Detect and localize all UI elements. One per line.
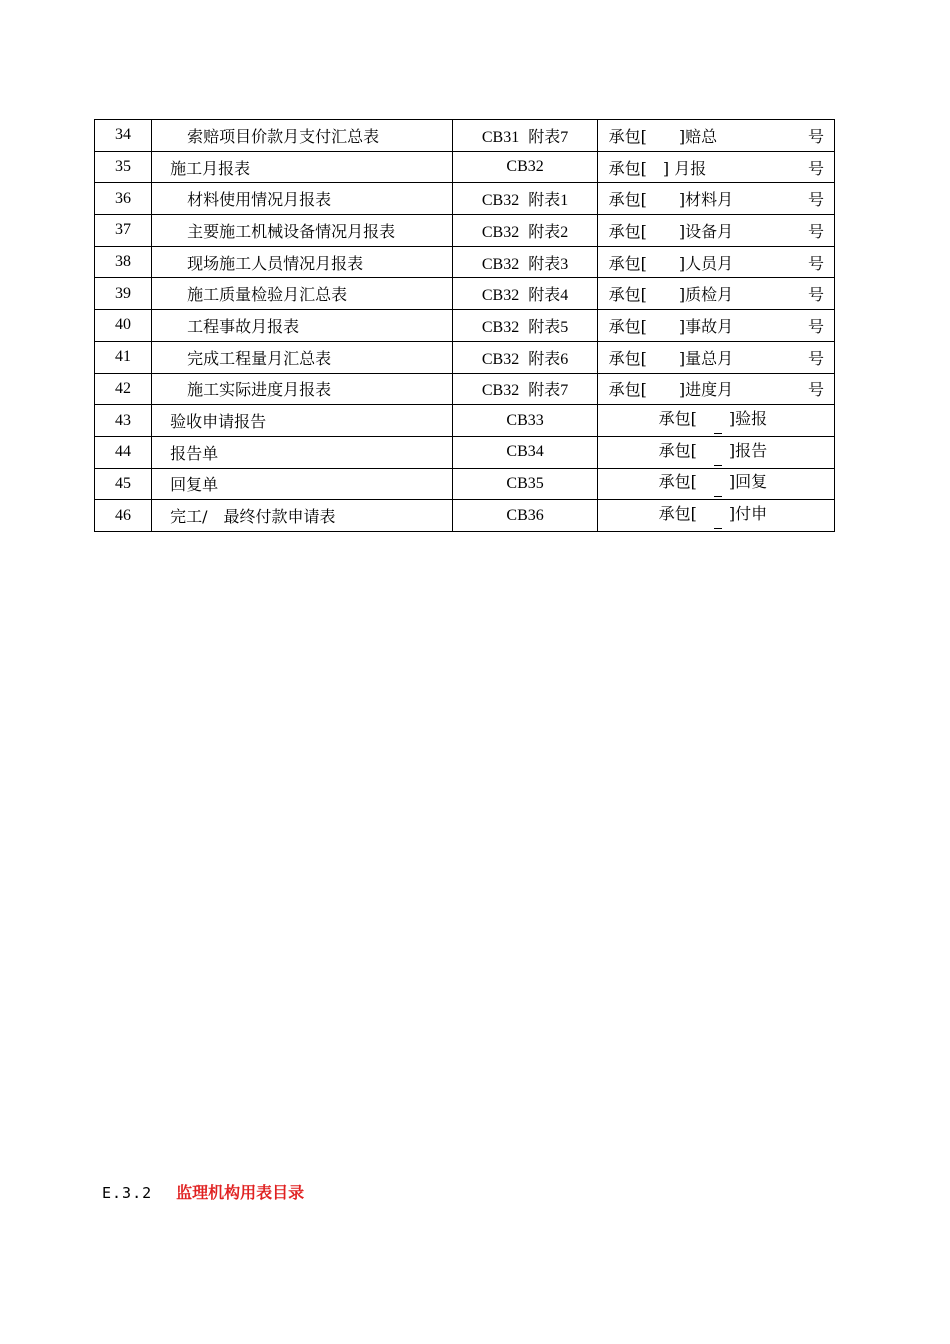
form-ref-suffix: 号 [807, 285, 824, 305]
form-code-cell [453, 341, 597, 373]
form-ref-suffix: 号 [807, 380, 824, 400]
form-ref-suffix: 号 [807, 221, 824, 241]
table-row [95, 341, 835, 373]
row-number: 43 [95, 405, 152, 437]
form-ref-number: 承包[ ]进度月 [608, 380, 734, 400]
form-ref-number: 承包[ ]报告 [658, 440, 768, 460]
form-code-cell [453, 468, 597, 500]
table-row [95, 310, 835, 342]
form-name: 施工实际进度月报表 [152, 373, 453, 405]
form-ref-number: 承包[ ]赔总 [608, 126, 718, 146]
section-heading [102, 1180, 304, 1203]
form-ref-number: 承包[ ]验报 [658, 409, 768, 429]
form-attachment: 附表3 [528, 255, 569, 273]
form-code-cell [453, 405, 597, 437]
table-row [95, 405, 835, 437]
form-code-cell [453, 500, 597, 532]
underline-mark [714, 433, 722, 434]
form-attachment: 附表7 [528, 382, 569, 400]
form-name: 施工质量检验月汇总表 [152, 278, 453, 310]
form-ref-suffix: 号 [807, 316, 824, 336]
row-number: 41 [95, 341, 152, 373]
form-code-cell [453, 373, 597, 405]
form-code-cell [453, 246, 597, 278]
form-ref-cell [597, 500, 834, 532]
form-ref-number: 承包[ ]回复 [658, 472, 768, 492]
form-ref-cell [597, 183, 834, 215]
form-ref-suffix: 号 [807, 253, 824, 273]
form-code-cell [453, 310, 597, 342]
form-code: CB32 [481, 382, 520, 400]
form-ref-number: 承包[ ]付申 [658, 504, 768, 524]
form-ref-number: 承包[ ] 月报 [608, 158, 707, 178]
form-code: CB32 [481, 318, 520, 336]
form-code-cell [453, 215, 597, 247]
form-name: 验收申请报告 [152, 405, 453, 437]
form-code-cell [453, 120, 597, 152]
form-name: 完工/ 最终付款申请表 [152, 500, 453, 532]
form-ref-cell [597, 405, 834, 437]
form-ref-wrap [609, 187, 824, 210]
row-number: 46 [95, 500, 152, 532]
underline-mark [714, 496, 722, 497]
form-ref-number: 承包[ ]质检月 [608, 285, 734, 305]
form-ref-cell [597, 310, 834, 342]
form-attachment: 附表5 [528, 318, 569, 336]
underline-mark [714, 528, 722, 529]
form-code: CB32 [481, 223, 520, 241]
form-name: 回复单 [152, 468, 453, 500]
form-index-table [94, 119, 835, 532]
underline-mark [714, 465, 722, 466]
form-ref-suffix: 号 [807, 190, 824, 210]
section-number: E.3.2 [102, 1184, 153, 1202]
form-ref-wrap [609, 346, 824, 369]
row-number: 35 [95, 151, 152, 183]
table-body [95, 120, 835, 532]
form-code: CB34 [506, 443, 544, 461]
form-code: CB32 [481, 255, 520, 273]
section-title: 监理机构用表目录 [176, 1183, 305, 1202]
form-ref-wrap [609, 314, 824, 337]
form-code-cell [453, 278, 597, 310]
form-name: 现场施工人员情况月报表 [152, 246, 453, 278]
form-ref-cell [597, 436, 834, 468]
table-row [95, 183, 835, 215]
form-ref-cell [597, 215, 834, 247]
table-row [95, 215, 835, 247]
form-ref-cell [597, 246, 834, 278]
form-ref-cell [597, 373, 834, 405]
form-name: 完成工程量月汇总表 [152, 341, 453, 373]
form-code: CB32 [481, 192, 520, 210]
form-attachment: 附表2 [528, 223, 569, 241]
form-code-cell [453, 151, 597, 183]
form-attachment: 附表4 [528, 287, 569, 305]
form-code-cell [453, 183, 597, 215]
form-attachment: 附表7 [528, 128, 569, 146]
form-ref-suffix: 号 [807, 126, 824, 146]
form-ref-suffix: 号 [807, 348, 824, 368]
form-code: CB36 [506, 506, 544, 524]
form-ref-wrap [609, 124, 824, 147]
form-code: CB33 [506, 411, 544, 429]
form-ref-number: 承包[ ]材料月 [608, 190, 734, 210]
form-attachment: 附表6 [528, 350, 569, 368]
form-code-cell [453, 436, 597, 468]
form-ref-wrap [609, 282, 824, 305]
row-number: 38 [95, 246, 152, 278]
form-ref-number: 承包[ ]设备月 [608, 221, 734, 241]
form-code: CB32 [506, 158, 544, 176]
table-row [95, 468, 835, 500]
form-code: CB31 [481, 128, 520, 146]
table-row [95, 246, 835, 278]
form-ref-suffix: 号 [807, 158, 824, 178]
table-row [95, 151, 835, 183]
form-name: 施工月报表 [152, 151, 453, 183]
row-number: 37 [95, 215, 152, 247]
row-number: 44 [95, 436, 152, 468]
form-code: CB35 [506, 474, 544, 492]
table-row [95, 436, 835, 468]
form-attachment: 附表1 [528, 192, 569, 210]
form-ref-cell [597, 341, 834, 373]
table-row [95, 278, 835, 310]
form-name: 主要施工机械设备情况月报表 [152, 215, 453, 247]
form-ref-wrap [609, 219, 824, 242]
form-ref-cell [597, 151, 834, 183]
row-number: 39 [95, 278, 152, 310]
table-row [95, 120, 835, 152]
form-ref-number: 承包[ ]事故月 [608, 316, 734, 336]
form-ref-cell [597, 120, 834, 152]
form-ref-wrap [609, 156, 824, 179]
table-row [95, 500, 835, 532]
row-number: 34 [95, 120, 152, 152]
row-number: 36 [95, 183, 152, 215]
row-number: 42 [95, 373, 152, 405]
table-row [95, 373, 835, 405]
form-name: 工程事故月报表 [152, 310, 453, 342]
form-ref-cell [597, 468, 834, 500]
form-name: 报告单 [152, 436, 453, 468]
form-name: 索赔项目价款月支付汇总表 [152, 120, 453, 152]
form-ref-wrap [609, 251, 824, 274]
form-ref-number: 承包[ ]人员月 [608, 253, 734, 273]
form-ref-cell [597, 278, 834, 310]
row-number: 40 [95, 310, 152, 342]
form-name: 材料使用情况月报表 [152, 183, 453, 215]
form-code: CB32 [481, 287, 520, 305]
form-ref-wrap [609, 377, 824, 400]
row-number: 45 [95, 468, 152, 500]
form-ref-number: 承包[ ]量总月 [608, 348, 734, 368]
form-code: CB32 [481, 350, 520, 368]
